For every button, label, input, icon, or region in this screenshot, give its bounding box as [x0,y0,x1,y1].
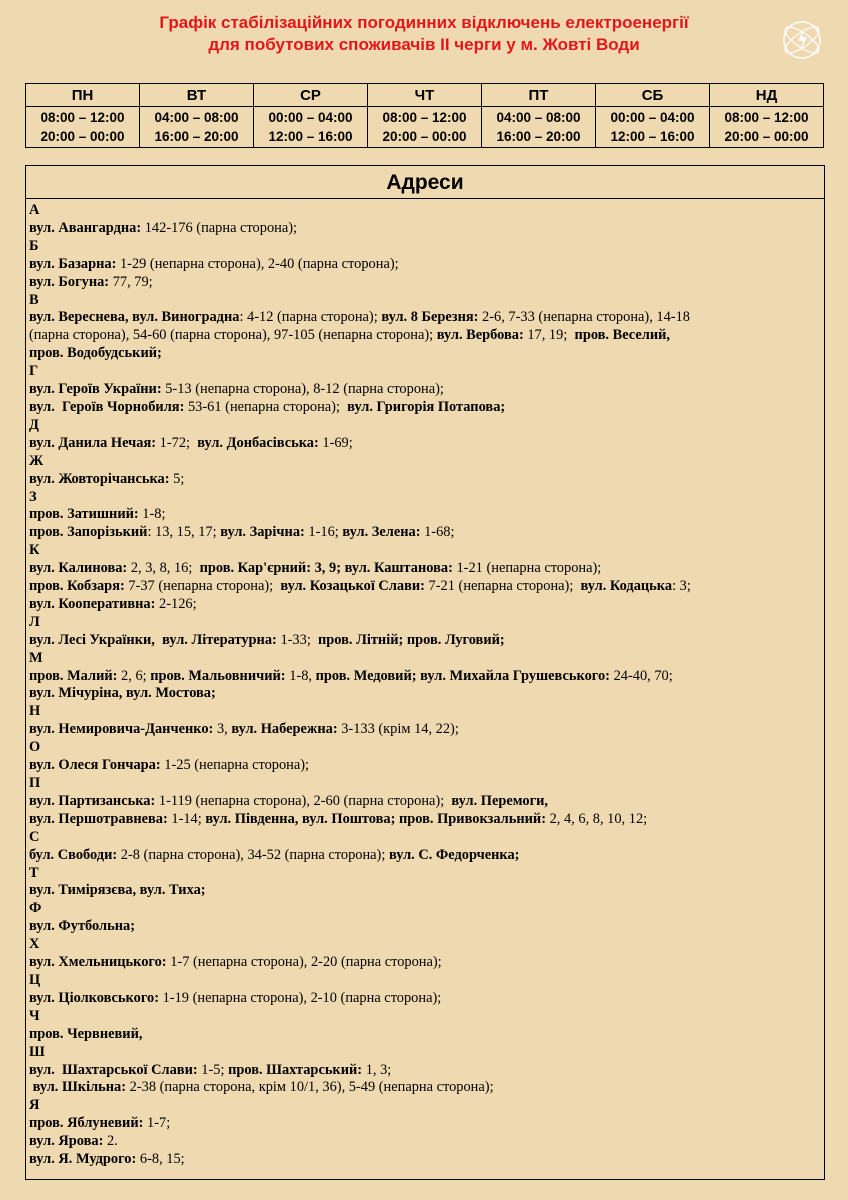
letter-heading: Ж [29,452,44,469]
street-name: вул. Богуна: [29,273,110,290]
letter-heading: Ш [29,1043,45,1060]
house-numbers: 24-40, 70; [609,667,673,684]
time-slot: 04:00 – 08:00 [496,110,581,125]
house-numbers: 1-8; [138,506,166,523]
address-line [29,1062,824,1080]
house-numbers: 1-69; [318,434,353,451]
street-name: пров. Кобзаря: [29,578,125,595]
time-slot: 12:00 – 16:00 [610,129,695,144]
time-slot: 20:00 – 00:00 [724,129,809,144]
house-numbers: 53-61 (непарна сторона); [184,398,348,415]
day-slots-cell [368,107,482,148]
street-name: вул. Немировича-Данченко: [29,721,214,738]
house-numbers: 7-21 (непарна сторона); [424,578,581,595]
letter-heading: Г [29,363,39,380]
letter-heading: Б [29,237,39,254]
street-name: пров. Шахтарський: [228,1061,363,1078]
day-header: ПН [26,84,140,107]
address-line [29,1133,824,1151]
address-line [29,220,824,238]
house-numbers: 6-8, 15; [136,1151,185,1168]
street-name: вул. Ціолковського: [29,989,159,1006]
house-numbers: 77, 79; [109,273,153,290]
day-header: СБ [596,84,710,107]
street-name: вул. Авангардна: [29,219,142,236]
house-numbers: 1-25 (непарна сторона); [160,757,310,774]
address-line [29,345,824,363]
house-numbers: 2, 4, 6, 8, 10, 12; [546,810,648,827]
address-line [29,596,824,614]
street-name: вул. Футбольна; [29,918,135,935]
address-line [29,1026,824,1044]
street-name: вул. Олеся Гончара: [29,757,161,774]
page-title [60,12,788,56]
street-name: вул. Вербова: [436,327,524,344]
letter-heading: Ч [29,1007,40,1024]
time-slot: 04:00 – 08:00 [154,110,239,125]
day-slots-cell [710,107,824,148]
house-numbers: 2-38 (парна сторона, крім 10/1, 36), 5-49 (непарна сторона); [126,1079,494,1096]
letter-heading: Я [29,1097,40,1114]
street-name: вул. Перемоги, [451,792,548,809]
day-header: НД [710,84,824,107]
street-name: вул. Зелена: [342,524,421,541]
day-slots-cell [26,107,140,148]
street-name: вул. С. Федорченка; [388,846,520,863]
address-line [29,1115,824,1133]
street-name: вул. Калинова: [29,560,128,577]
street-name: вул. Ярова: [29,1133,104,1150]
letter-heading: Ф [29,900,42,917]
house-numbers: 5; [169,470,185,487]
street-name: пров. Малий: [29,667,118,684]
house-numbers: 1-33; [276,631,319,648]
addresses-heading: Адреси [26,166,824,199]
street-name: вул. Хмельницького: [29,954,167,971]
house-numbers: 1-14; [167,810,206,827]
street-name: вул. Донбасівська: [197,434,319,451]
schedule-table [25,83,824,148]
letter-heading: Л [29,613,40,630]
address-line [29,954,824,972]
letter-heading: Х [29,936,40,953]
address-line [29,668,824,686]
time-slot: 12:00 – 16:00 [268,129,353,144]
street-name: вул. Григорія Потапова; [347,398,506,415]
street-name: вул. Вереснева, вул. Виноградна [29,309,240,326]
house-numbers: (парна сторона), 54-60 (парна сторона), 97-105 (непарна сторона); [29,327,437,344]
address-line [29,578,824,596]
address-line [29,990,824,1008]
days-row [26,84,824,107]
address-line [29,793,824,811]
street-name: вул. Героїв Чорнобиля: [29,398,185,415]
street-name: вул. Козацької Слави: [280,578,425,595]
letter-heading: П [29,775,41,791]
address-line [29,327,824,345]
house-numbers: 142-176 (парна сторона); [141,219,298,236]
street-name: пров. Веселий, [574,327,670,344]
street-name: вул. Кодацька [580,578,673,595]
house-numbers: 2-6, 7-33 (непарна сторона), 14-18 [478,309,690,326]
house-numbers: 3, [213,721,232,738]
street-name: вул. Південна, вул. Поштова; пров. Привокзальний: [205,810,546,827]
house-numbers: : 13, 15, 17; [147,524,221,541]
letter-heading: А [29,202,40,218]
time-slot: 16:00 – 20:00 [154,129,239,144]
letter-heading: Д [29,416,39,433]
street-name: пров. Червневий, [29,1025,143,1042]
house-numbers: 1-29 (непарна сторона), 2-40 (парна сторона); [116,255,399,272]
house-numbers: 1-21 (непарна сторона); [452,560,602,577]
time-slot: 00:00 – 04:00 [610,110,695,125]
letter-heading: Ц [29,971,41,988]
house-numbers: 7-37 (непарна сторона); [124,578,281,595]
address-line [29,506,824,524]
day-header: ВТ [140,84,254,107]
address-line [29,811,824,829]
house-numbers: 1-19 (непарна сторона), 2-10 (парна сторона); [159,989,442,1006]
time-slot: 00:00 – 04:00 [268,110,353,125]
address-line [29,1079,824,1097]
title-line-1: Графік стабілізаційних погодинних відключень електроенергії [159,13,689,32]
house-numbers: 1-7; [143,1115,171,1132]
address-line [29,882,824,900]
street-name: пров. Затишний: [29,506,139,523]
day-header: ЧТ [368,84,482,107]
house-numbers: 1-16; [304,524,343,541]
letter-heading: В [29,291,39,308]
street-name: вул. Партизанська: [29,792,156,809]
street-name: вул. Набережна: [231,721,338,738]
street-name: вул. Данила Нечая: [29,434,157,451]
address-line [29,560,824,578]
street-name: вул. Героїв України: [29,381,162,398]
time-slot: 20:00 – 00:00 [382,129,467,144]
house-numbers: 1-5; [197,1061,229,1078]
house-numbers: 3-133 (крім 14, 22); [337,721,459,738]
house-numbers: 2. [103,1133,118,1150]
address-line [29,399,824,417]
letter-heading: К [29,542,40,559]
address-line [29,256,824,274]
day-slots-cell [482,107,596,148]
day-slots-cell [140,107,254,148]
house-numbers: : 4-12 (парна сторона); [239,309,382,326]
street-name: вул. 8 Березня: [381,309,479,326]
house-numbers: 2, 3, 8, 16; [127,560,200,577]
address-line [29,381,824,399]
street-name: пров. Водобудський; [29,345,162,362]
house-numbers: 17, 19; [523,327,575,344]
street-name: вул. Базарна: [29,255,117,272]
street-name: вул. Зарічна: [220,524,305,541]
street-name: пров. Літній; пров. Луговий; [318,631,505,648]
street-name: вул. Шахтарської Слави: [29,1061,198,1078]
address-line [29,471,824,489]
energy-company-logo-icon [780,18,824,62]
street-name: пров. Яблуневий: [29,1115,144,1132]
address-line [29,632,824,650]
street-name: вул. Кооперативна: [29,595,156,612]
street-name: пров. Медовий; вул. Михайла Грушевського: [315,667,610,684]
house-numbers: 2-8 (парна сторона), 34-52 (парна сторона); [117,846,389,863]
house-numbers: 1-119 (непарна сторона), 2-60 (парна сторона); [155,792,452,809]
house-numbers: 1-7 (непарна сторона), 2-20 (парна сторона); [166,954,442,971]
house-numbers: 2-126; [155,595,197,612]
title-line-2: для побутових споживачів ІІ черги у м. Жовті Води [208,35,640,54]
house-numbers: 2, 6; [117,667,151,684]
letter-heading: З [29,488,37,505]
address-line [29,309,824,327]
street-name: вул. Тимірязєва, вул. Тиха; [29,882,206,899]
address-line [29,524,824,542]
time-slot: 08:00 – 12:00 [40,110,125,125]
street-name: пров. Запорізький [29,524,148,541]
address-line [29,918,824,936]
street-name: вул. Мічуріна, вул. Мостова; [29,685,216,702]
day-slots-cell [254,107,368,148]
address-line [29,435,824,453]
street-name: вул. Першотравнева: [29,810,168,827]
time-slot: 16:00 – 20:00 [496,129,581,144]
house-numbers: 1-72; [156,434,198,451]
time-slot: 20:00 – 00:00 [40,129,125,144]
letter-heading: М [29,649,43,666]
address-line [29,685,824,703]
house-numbers: 1-68; [420,524,455,541]
address-line [29,1151,824,1169]
address-line [29,274,824,292]
house-numbers: 1, 3; [362,1061,392,1078]
street-name: пров. Мальовничий: [150,667,286,684]
house-numbers: 1-8, [285,667,316,684]
time-slot: 08:00 – 12:00 [724,110,809,125]
day-slots-cell [596,107,710,148]
day-header: ПТ [482,84,596,107]
street-name: вул. Я. Мудрого: [29,1151,137,1168]
letter-heading: Н [29,703,41,720]
house-numbers: : 3; [672,578,691,595]
letter-heading: О [29,739,41,756]
address-line [29,721,824,739]
address-line [29,757,824,775]
letter-heading: С [29,828,40,845]
slots-row [26,107,824,148]
day-header: СР [254,84,368,107]
street-name: пров. Кар'єрний: 3, 9; вул. Каштанова: [199,560,453,577]
address-line [29,847,824,865]
letter-heading: Т [29,864,39,881]
addresses-panel [25,165,825,1180]
house-numbers: 5-13 (непарна сторона), 8-12 (парна сторона); [161,381,444,398]
street-name: бул. Свободи: [29,846,118,863]
street-name: вул. Лесі Українки, вул. Літературна: [29,631,277,648]
time-slot: 08:00 – 12:00 [382,110,467,125]
street-name: вул. Шкільна: [29,1079,127,1096]
addresses-list [26,199,824,1169]
street-name: вул. Жовторічанська: [29,470,170,487]
